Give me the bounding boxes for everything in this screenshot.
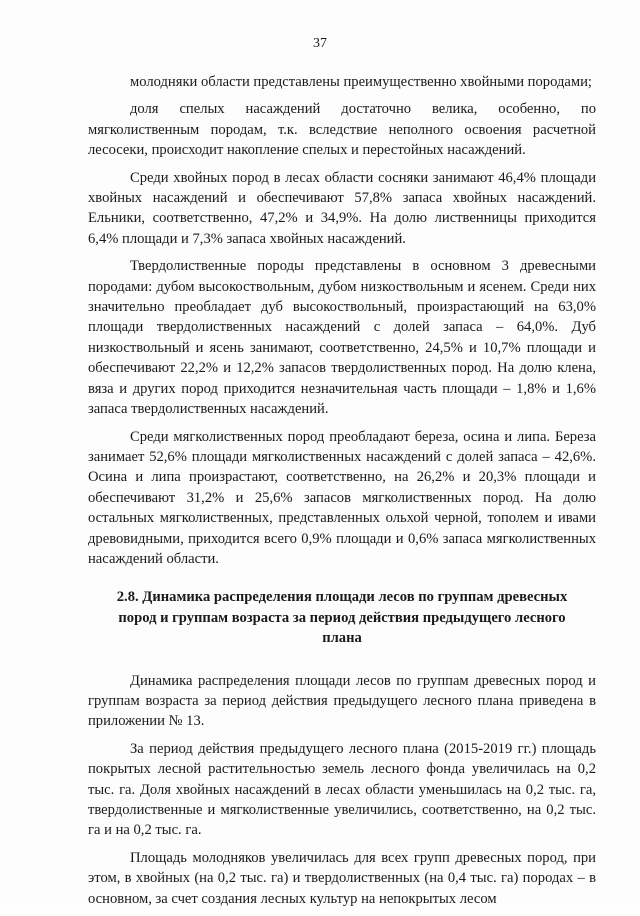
- paragraph-mature-share: доля спелых насаждений достаточно велика, особенно, по мягколиственным породам, т.к. вследствие неполного освоения расчетной лесосеки, происходит накопление спелых и перестойных насаждений.: [88, 101, 596, 159]
- paragraph-hardwoods: Твердолиственные породы представлены в основном 3 древесными породами: дубом высокоствольным, дубом низкоствольным и ясенем. Среди них значительно преобладает дуб высокоствольный, произрастающий на 63,0% площади твердолиственных насаждений с долей запаса – 64,0%. Дуб низкоствольный и ясень занимают, соответственно, 24,5% и 10,7% площади и обеспечивают 22,2% и 12,2% запасов твердолиственных пород. На долю клена, вяза и других пород приходится незначительная часть площади – 1,8% и 1,6% запаса твердолиственных насаждений.: [88, 258, 596, 418]
- paragraph-softwoods: Среди мягколиственных пород преобладают береза, осина и липа. Береза занимает 52,6% площади мягколиственных насаждений с долей запаса – 42,6%. Осина и липа произрастают, соответственно, на 26,2% и 20,3% площади и обеспечивают 31,2% и 25,6% запасов мягколиственных пород. На долю остальных мягколиственных, представленных ольхой черной, тополем и ивами древовидными, приходится всего 0,9% площади и 0,6% запаса мягколиственных насаждений области.: [88, 428, 596, 567]
- document-body: [88, 72, 596, 916]
- paragraph-dynamics-intro: Динамика распределения площади лесов по группам древесных пород и группам возраста за период действия предыдущего лесного плана приведена в приложении № 13.: [88, 672, 596, 730]
- paragraph-young-stands: Площадь молодняков увеличилась для всех групп древесных пород, при этом, в хвойных (на 0,2 тыс. га) и твердолиственных (на 0,4 тыс. га) породах – в основном, за счет создания лесных культур на непокрытых лесом: [88, 849, 596, 907]
- paragraph-conifer-young: молодняки области представлены преимущественно хвойными породами;: [130, 74, 592, 90]
- section-heading: 2.8. Динамика распределения площади лесов по группам древесных пород и группам возраста за период действия предыдущего лесного плана: [116, 589, 568, 647]
- page-number: 37: [313, 36, 327, 51]
- paragraph-conifers: Среди хвойных пород в лесах области сосняки занимают 46,4% площади хвойных насаждений и обеспечивают 57,8% запаса хвойных насаждений. Ельники, соответственно, 47,2% и 34,9%. На долю лиственницы приходится 6,4% площади и 7,3% запаса хвойных насаждений.: [88, 169, 596, 247]
- paragraph-area-change: За период действия предыдущего лесного плана (2015-2019 гг.) площадь покрытых лесной растительностью земель лесного фонда увеличилась на 0,2 тыс. га. Доля хвойных насаждений в лесах области уменьшилась на 0,2 тыс. га, твердолиственные и мягколиственные увеличились, соответственно, на 0,2 тыс. га и на 0,2 тыс. га.: [88, 740, 596, 839]
